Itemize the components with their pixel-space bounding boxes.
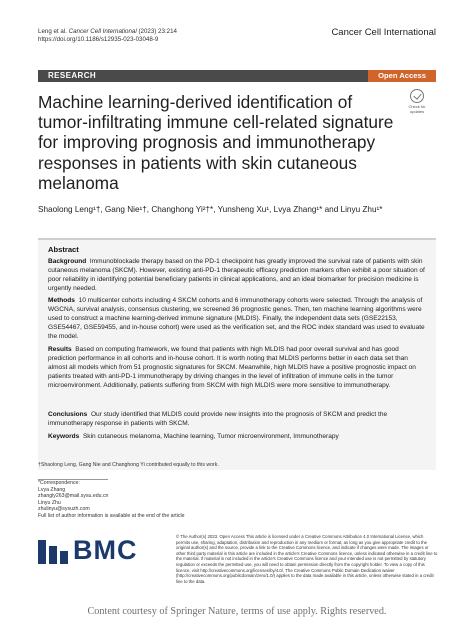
abstract-results [48, 345, 426, 390]
contribution-note: †Shaolong Leng, Gang Nie and Changhong Yi contributed equally to this work. [38, 462, 219, 468]
abstract-keywords [48, 432, 426, 441]
publisher-logo-text: BMC [73, 535, 138, 565]
conclusions-label: Conclusions [48, 411, 88, 418]
background-label: Background [48, 258, 87, 265]
author-list: Shaolong Leng¹†, Gang Nie¹†, Changhong Yi²†*, Yunsheng Xu¹, Lvya Zhang¹* and Linyu Zhu¹* [38, 205, 383, 214]
license-text: © The Author(s) 2023. Open Access This article is licensed under a Creative Commons Attribution 4.0 International License, which permits use, sharing, adaptation, distribution and reproduction in any medium or format, as long as you give appropriate credit to the original author(s) and the source, provide a link to the Creative Commons licence, and indicate if changes were made. The images or other third party material in this article are included in the article's Creative Commons licence, unless indicated otherwise in a credit line to the material. If material is not included in the article's Creative Commons licence and your intended use is not permitted by statutory regulation or exceeds the permitted use, you will need to obtain permission directly from the copyright holder. To view a copy of this licence, visit http://creativecommons.org/licenses/by/4.0/. The Creative Commons Public Domain Dedication waiver (http://creativecommons.org/publicdomain/zero/1.0/) applies to the data made available in this article, unless otherwise stated in a credit line to the data. [176, 534, 438, 584]
abstract-heading: Abstract [48, 245, 79, 254]
abstract-background [48, 257, 426, 293]
courtesy-note: Content courtesy of Springer Nature, terms of use apply. Rights reserved. [87, 606, 387, 617]
article-title: Machine learning-derived identification of tumor-infiltrating immune cell-related signature for improving prognosis and immunotherapy responses in patients with skin cutaneous melanoma [38, 92, 394, 193]
bmc-logo-icon [38, 540, 70, 564]
abstract-methods [48, 296, 426, 341]
correspondent-email[interactable]: zhulinyu@sysuzh.com [38, 506, 90, 513]
keywords-label: Keywords [48, 433, 80, 440]
background-text: Immunoblockade therapy based on the PD-1 checkpoint has greatly improved the survival rate of patients with skin cutaneous melanoma (SKCM). However, existing anti-PD-1 therapeutic efficacy prediction markers often exhibit a poor situation of poor reliability in identifying potential beneficiary patients in clinical applications, and an ideal biomarker for precision medicine is urgently needed. [48, 258, 425, 292]
correspondence-block [38, 480, 238, 520]
check-for-updates-button[interactable] [404, 89, 430, 117]
results-label: Results [48, 346, 72, 353]
correspondent-email[interactable]: zhangly263@mail.sysu.edu.cn [38, 493, 109, 500]
open-access-badge: Open Access [368, 70, 436, 82]
methods-text: 10 multicenter cohorts including 4 SKCM cohorts and 6 immunotherapy cohorts were selected. Through the analysis of WGCNA, survival analysis, consensus clustering, we screened 36 prognostic genes. Then, ten machine learning algorithms were used to construct a machine learning-derived immune signature (MLDIS). Finally, the independent data sets (GSE22153, GSE54467, GSE59455, and in-house cohort) were used as the verification set, and the ROC index standard was used to evaluate the model. [48, 297, 425, 340]
citation-line [38, 28, 177, 36]
citation-volume: (2023) 23:214 [136, 28, 177, 35]
check-for-updates-label: Check for updates [408, 104, 426, 114]
citation-authors: Leng et al. [38, 28, 69, 35]
journal-name: Cancer Cell International [331, 27, 436, 38]
citation-journal: Cancer Cell International [68, 28, 137, 35]
citation-header [38, 28, 177, 44]
section-label: RESEARCH [48, 71, 97, 80]
abstract-conclusions [48, 410, 426, 428]
results-text: Based on computing framework, we found that patients with high MLDIS had poor overall survival and has good prediction performance in all cohorts and in-house cohort. It is worth noting that MLDIS performs better in each data set than almost all models which from 51 prognostic signatures for SKCM. Meanwhile, high MLDIS have a positive prognostic impact on patients treated with anti-PD-1 immunotherapy by driving changes in the level of infiltration of immune cells in the tumor microenvironment. Additionally, patients suffering from SKCM with high MLDIS were more sensitive to immunotherapy. [48, 346, 416, 389]
correspondent-name: Linyu Zhu [38, 499, 61, 506]
conclusions-text: Our study identified that MLDIS could provide new insights into the prognosis of SKCM and predict the immunotherapy response in patients with SKCM. [48, 411, 388, 427]
check-icon [410, 89, 424, 103]
abstract-box [38, 238, 436, 470]
doi-link[interactable]: https://doi.org/10.1186/s12935-023-03048-9 [38, 36, 159, 43]
correspondent-name: Lvya Zhang [38, 486, 66, 493]
methods-label: Methods [48, 297, 75, 304]
correspondence-label: *Correspondence: [38, 480, 80, 486]
author-info-note: Full list of author information is available at the end of the article [38, 512, 185, 519]
keywords-text: Skin cutaneous melanoma, Machine learning, Tumor microenvironment, Immunotherapy [82, 433, 339, 440]
